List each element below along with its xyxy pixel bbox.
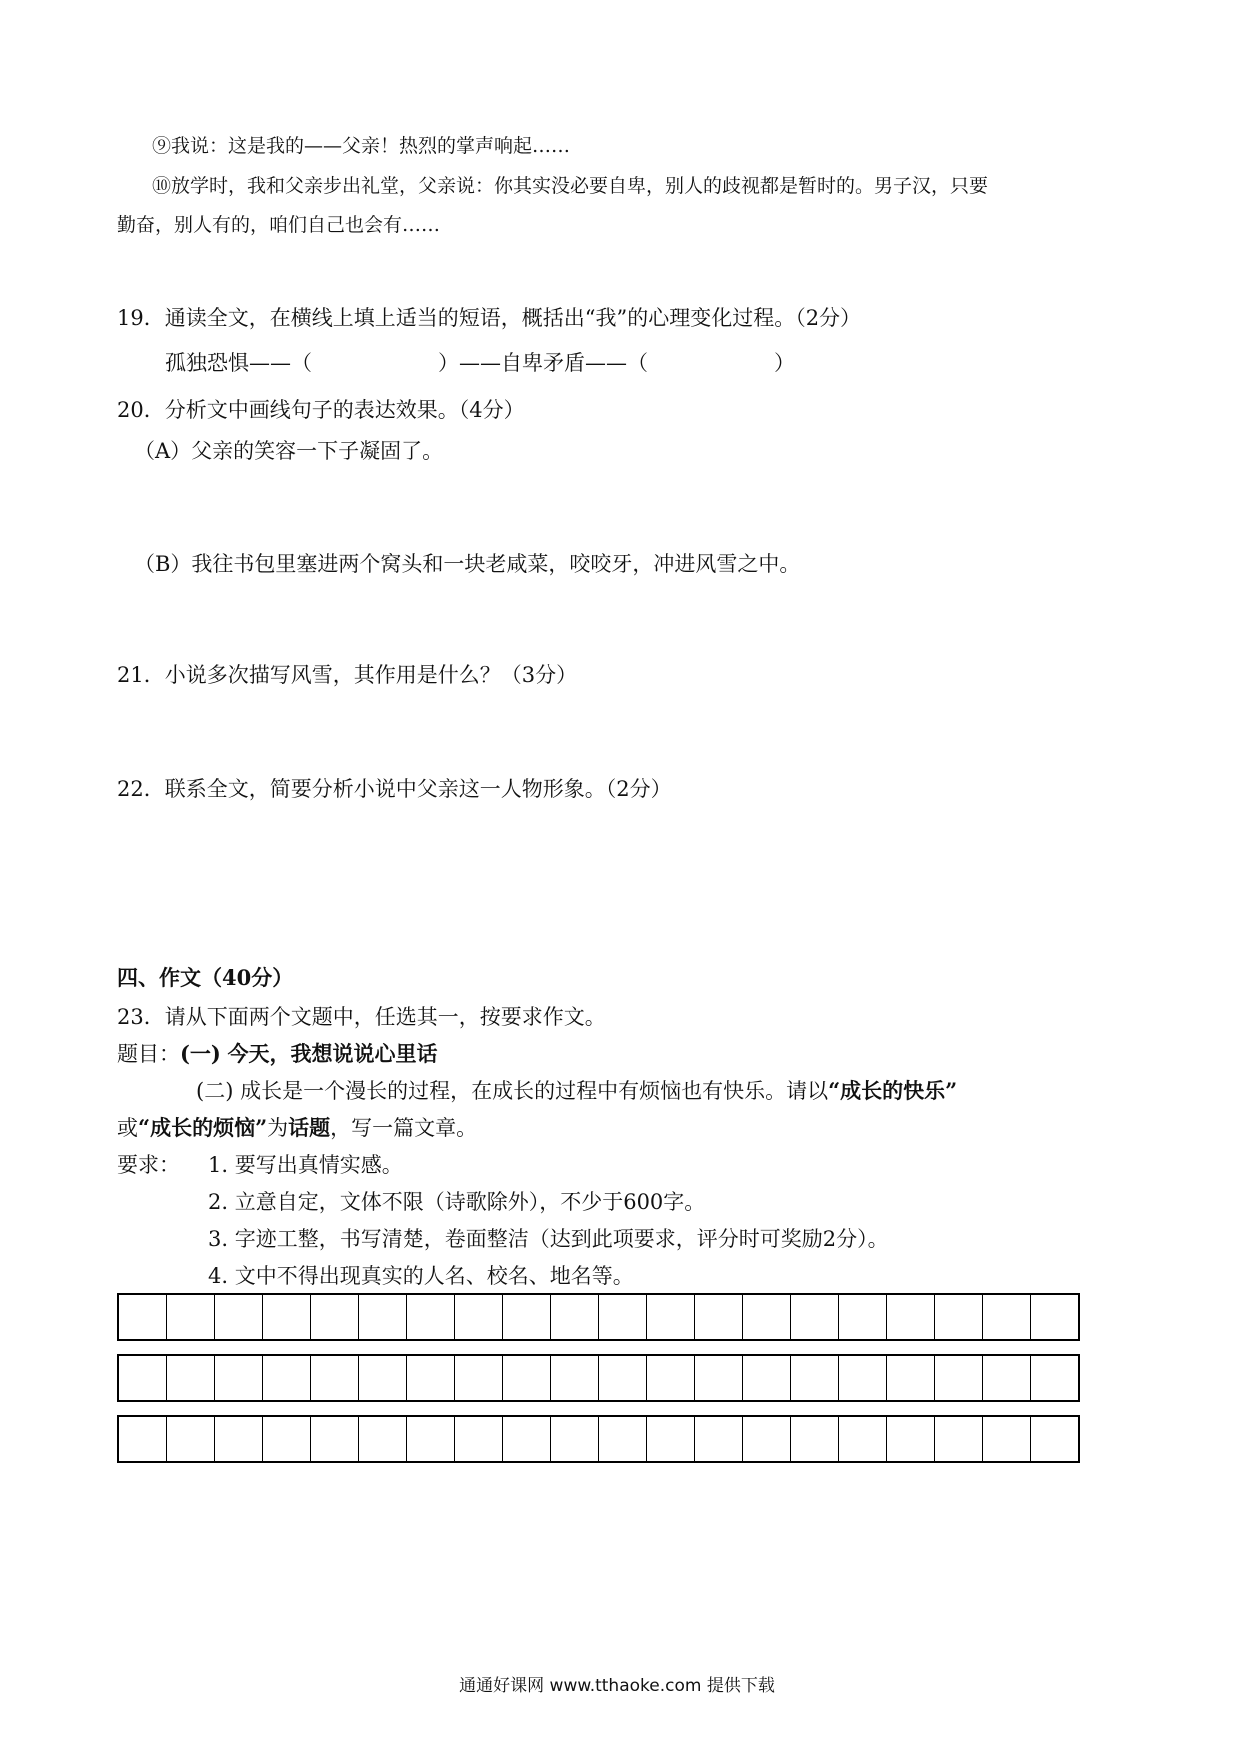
topic-2-number: (二): [196, 1079, 234, 1103]
section-heading: 四、作文（40分）: [117, 965, 294, 990]
topic-line-3: [117, 1114, 477, 1142]
passage-paragraph-10-cont: 勤奋，别人有的，咱们自己也会有……: [117, 214, 441, 236]
topic-2-or: 或: [117, 1116, 138, 1140]
page-footer: 通通好课网 www.tthaoke.com 提供下载: [459, 1676, 775, 1696]
topic-2-for: 为: [267, 1116, 289, 1140]
topic-1-title: 今天，我想说说心里话: [227, 1041, 438, 1066]
topic-2-topic-word: 话题: [288, 1115, 331, 1140]
question-19-blanks: 孤独恐惧——（ ）——自卑矛盾——（ ）: [165, 351, 795, 375]
topic-2-end: ，写一篇文章。: [330, 1116, 478, 1140]
question-21: 21．小说多次描写风雪，其作用是什么？（3分）: [117, 663, 578, 687]
question-20: 20．分析文中画线句子的表达效果。（4分）: [117, 398, 525, 422]
question-19: 19．通读全文，在横线上填上适当的短语，概括出“我”的心理变化过程。（2分）: [117, 306, 862, 330]
question-22: 22．联系全文，简要分析小说中父亲这一人物形象。（2分）: [117, 777, 672, 801]
topic-prefix: 题目：: [117, 1042, 180, 1066]
topic-line-2: [196, 1077, 957, 1105]
requirements-label: 要求：: [117, 1153, 180, 1177]
writing-grid-row: [117, 1415, 1080, 1463]
question-20-b: （B）我往书包里塞进两个窝头和一块老咸菜，咬咬牙，冲进风雪之中。: [134, 552, 801, 576]
requirement-1: 1. 要写出真情实感。: [208, 1153, 403, 1177]
topic-1-number: (一): [180, 1041, 221, 1066]
writing-grid-row: [117, 1354, 1080, 1402]
requirement-2: 2. 立意自定，文体不限（诗歌除外），不少于600字。: [208, 1190, 706, 1214]
topic-2-text: 成长是一个漫长的过程，在成长的过程中有烦恼也有快乐。请以: [240, 1079, 829, 1103]
writing-grid-row: [117, 1293, 1080, 1341]
requirement-4: 4. 文中不得出现真实的人名、校名、地名等。: [208, 1264, 634, 1288]
passage-paragraph-9: ⑨我说：这是我的——父亲！热烈的掌声响起……: [152, 135, 571, 157]
requirement-3: 3. 字迹工整，书写清楚，卷面整洁（达到此项要求，评分时可奖励2分）。: [208, 1227, 889, 1251]
question-20-a: （A）父亲的笑容一下子凝固了。: [134, 439, 444, 463]
topic-2-theme-happy: “成长的快乐”: [828, 1078, 958, 1103]
topic-line-1: [117, 1040, 438, 1068]
passage-paragraph-10: ⑩放学时，我和父亲步出礼堂，父亲说：你其实没必要自卑，别人的歧视都是暂时的。男子汉，只要: [152, 175, 989, 197]
question-23: 23．请从下面两个文题中，任选其一，按要求作文。: [117, 1005, 606, 1029]
topic-2-theme-worry: “成长的烦恼”: [138, 1115, 268, 1140]
